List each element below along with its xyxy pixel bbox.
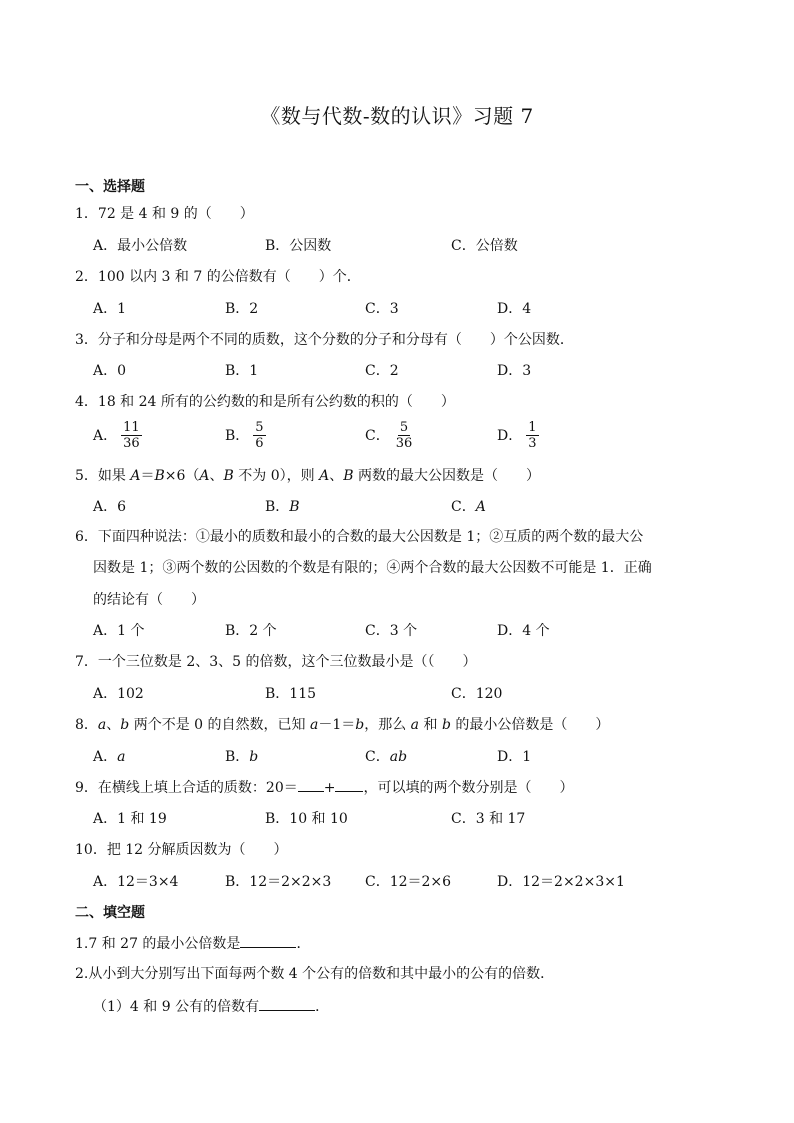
- text: ．: [315, 999, 330, 1015]
- option-label: B．: [225, 427, 250, 444]
- option-label: C．: [365, 427, 390, 444]
- text: ，那么: [364, 717, 411, 733]
- fill-question-2-1: [93, 996, 329, 1017]
- option-label: B．: [225, 749, 250, 765]
- question-7-options: [93, 684, 733, 712]
- option-a[interactable]: [93, 747, 125, 767]
- numerator: 1: [528, 420, 537, 435]
- var: b: [249, 749, 259, 765]
- var: ab: [389, 749, 408, 765]
- option-label: C．: [365, 749, 390, 765]
- question-8: [75, 715, 609, 735]
- text: ．: [296, 936, 311, 952]
- option-c[interactable]: C．3 个: [365, 623, 418, 639]
- question-3-options: [93, 361, 733, 389]
- option-c[interactable]: C．公倍数: [451, 238, 518, 254]
- option-a[interactable]: A．102: [93, 686, 144, 702]
- option-c[interactable]: [451, 497, 486, 517]
- text: +: [323, 780, 336, 796]
- option-c[interactable]: C．2: [365, 363, 399, 379]
- question-6-line-3: 的结论有（ ）: [93, 592, 205, 608]
- text: 、: [209, 468, 224, 484]
- option-c[interactable]: [365, 747, 407, 767]
- text: 1.7 和 27 的最小公倍数是: [75, 936, 241, 952]
- text: 5．如果: [75, 468, 131, 484]
- text: 和: [419, 717, 442, 733]
- var: B: [154, 468, 165, 484]
- option-label: D．: [497, 427, 523, 444]
- var: b: [120, 717, 130, 733]
- question-5-options: [93, 497, 733, 525]
- option-a[interactable]: A．1 和 19: [93, 811, 167, 827]
- question-2-options: [93, 299, 733, 327]
- question-2: 2．100 以内 3 和 7 的公倍数有（ ）个．: [75, 269, 361, 285]
- option-a[interactable]: A．12＝3×4: [93, 874, 179, 890]
- option-c[interactable]: C．3 和 17: [451, 811, 526, 827]
- option-c[interactable]: C．3: [365, 301, 399, 317]
- question-9-options: [93, 809, 733, 837]
- denominator: 6: [255, 436, 264, 451]
- question-7: 7．一个三位数是 2、3、5 的倍数，这个三位数最小是（（ ）: [75, 654, 477, 670]
- var: A: [130, 468, 141, 484]
- var: A: [319, 468, 330, 484]
- text: －1＝: [318, 717, 356, 733]
- option-label: B．: [265, 499, 290, 515]
- option-c[interactable]: C．12＝2×6: [365, 874, 452, 890]
- page-title: 《数与代数-数的认识》习题 7: [260, 104, 534, 128]
- fraction: [394, 420, 415, 451]
- option-label: A．: [93, 749, 118, 765]
- option-b[interactable]: B．12＝2×2×3: [225, 874, 332, 890]
- numerator: 11: [123, 420, 140, 435]
- option-d[interactable]: D．1: [497, 749, 532, 765]
- fraction: [253, 420, 265, 451]
- var: a: [97, 717, 107, 733]
- option-label: A．: [93, 427, 118, 444]
- text: 、: [329, 468, 344, 484]
- var: b: [441, 717, 451, 733]
- option-d[interactable]: D．4: [497, 301, 532, 317]
- option-a[interactable]: A．1: [93, 301, 127, 317]
- question-4: 4．18 和 24 所有的公约数的和是所有公约数的积的（ ）: [75, 394, 455, 410]
- text: ，可以填的两个数分别是（ ）: [363, 780, 574, 796]
- question-6-line-1: 6．下面四种说法：①最小的质数和最小的合数的最大公因数是 1；②互质的两个数的最大公: [75, 529, 644, 545]
- question-10: 10．把 12 分解质因数为（ ）: [75, 842, 288, 858]
- answer-blank[interactable]: [259, 996, 315, 1011]
- denominator: 36: [123, 436, 140, 451]
- option-b[interactable]: B．公因数: [265, 238, 332, 254]
- option-a[interactable]: A．0: [93, 363, 127, 379]
- text: ×6（: [164, 468, 200, 484]
- fill-question-1: [75, 933, 310, 954]
- var: B: [289, 499, 300, 515]
- option-a[interactable]: A．最小公倍数: [93, 238, 188, 254]
- text: 8．: [75, 717, 98, 733]
- option-b[interactable]: [225, 747, 258, 767]
- question-1: 1．72 是 4 和 9 的（ ）: [75, 206, 254, 222]
- question-9: [75, 777, 573, 798]
- option-d[interactable]: [497, 420, 539, 451]
- fraction: [121, 420, 142, 451]
- question-6-options: [93, 621, 733, 649]
- question-1-options: [93, 236, 733, 264]
- var: b: [355, 717, 365, 733]
- section-heading-choice: 一、选择题: [75, 179, 145, 195]
- question-3: 3．分子和分母是两个不同的质数，这个分数的分子和分母有（ ）个公因数．: [75, 332, 574, 348]
- option-b[interactable]: B．2 个: [225, 623, 277, 639]
- option-b[interactable]: B．10 和 10: [265, 811, 348, 827]
- section-heading-fill: 二、填空题: [75, 905, 145, 921]
- var: A: [475, 499, 486, 515]
- text: ＝: [140, 468, 155, 484]
- fill-question-2: 2.从小到大分别写出下面每两个数 4 个公有的倍数和其中最小的公有的倍数．: [75, 966, 555, 982]
- var: B: [343, 468, 354, 484]
- text: 9．在横线上填上合适的质数：20＝: [75, 780, 298, 796]
- text: （1）4 和 9 公有的倍数有: [93, 999, 260, 1015]
- text: 两个不是 0 的自然数，已知: [129, 717, 310, 733]
- option-b[interactable]: B．115: [265, 686, 317, 702]
- option-a[interactable]: A．6: [93, 499, 127, 515]
- option-b[interactable]: B．1: [225, 363, 259, 379]
- option-a[interactable]: [93, 420, 142, 451]
- var: B: [223, 468, 234, 484]
- option-c[interactable]: C．120: [451, 686, 503, 702]
- numerator: 5: [255, 420, 264, 435]
- answer-blank[interactable]: [240, 933, 296, 948]
- text: 两数的最大公因数是（ ）: [353, 468, 540, 484]
- answer-blank[interactable]: [298, 777, 324, 792]
- text: 、: [106, 717, 121, 733]
- fraction: [526, 420, 538, 451]
- option-a[interactable]: A．1 个: [93, 623, 145, 639]
- option-d[interactable]: D．3: [497, 363, 532, 379]
- text: 的最小公倍数是（ ）: [450, 717, 610, 733]
- denominator: 36: [395, 436, 413, 451]
- option-label: C．: [451, 499, 476, 515]
- question-6-line-2: 因数是 1；③两个数的公因数的个数是有限的；④两个合数的最大公因数不可能是 1．正确: [93, 560, 652, 576]
- question-4-options: [93, 420, 733, 456]
- var: a: [309, 717, 319, 733]
- text: 不为 0），则: [233, 468, 320, 484]
- answer-blank[interactable]: [335, 777, 363, 792]
- option-b[interactable]: B．2: [225, 301, 259, 317]
- option-b[interactable]: [225, 420, 266, 451]
- numerator: 5: [399, 420, 409, 435]
- question-5: [75, 466, 540, 486]
- option-b[interactable]: [265, 497, 300, 517]
- question-8-options: [93, 747, 733, 775]
- denominator: 3: [528, 436, 537, 451]
- var: a: [117, 749, 126, 765]
- question-10-options: [93, 872, 733, 900]
- var: a: [410, 717, 420, 733]
- option-d[interactable]: D．4 个: [497, 623, 550, 639]
- var: A: [199, 468, 210, 484]
- option-c[interactable]: [365, 420, 414, 451]
- option-d[interactable]: D．12＝2×2×3×1: [497, 874, 625, 890]
